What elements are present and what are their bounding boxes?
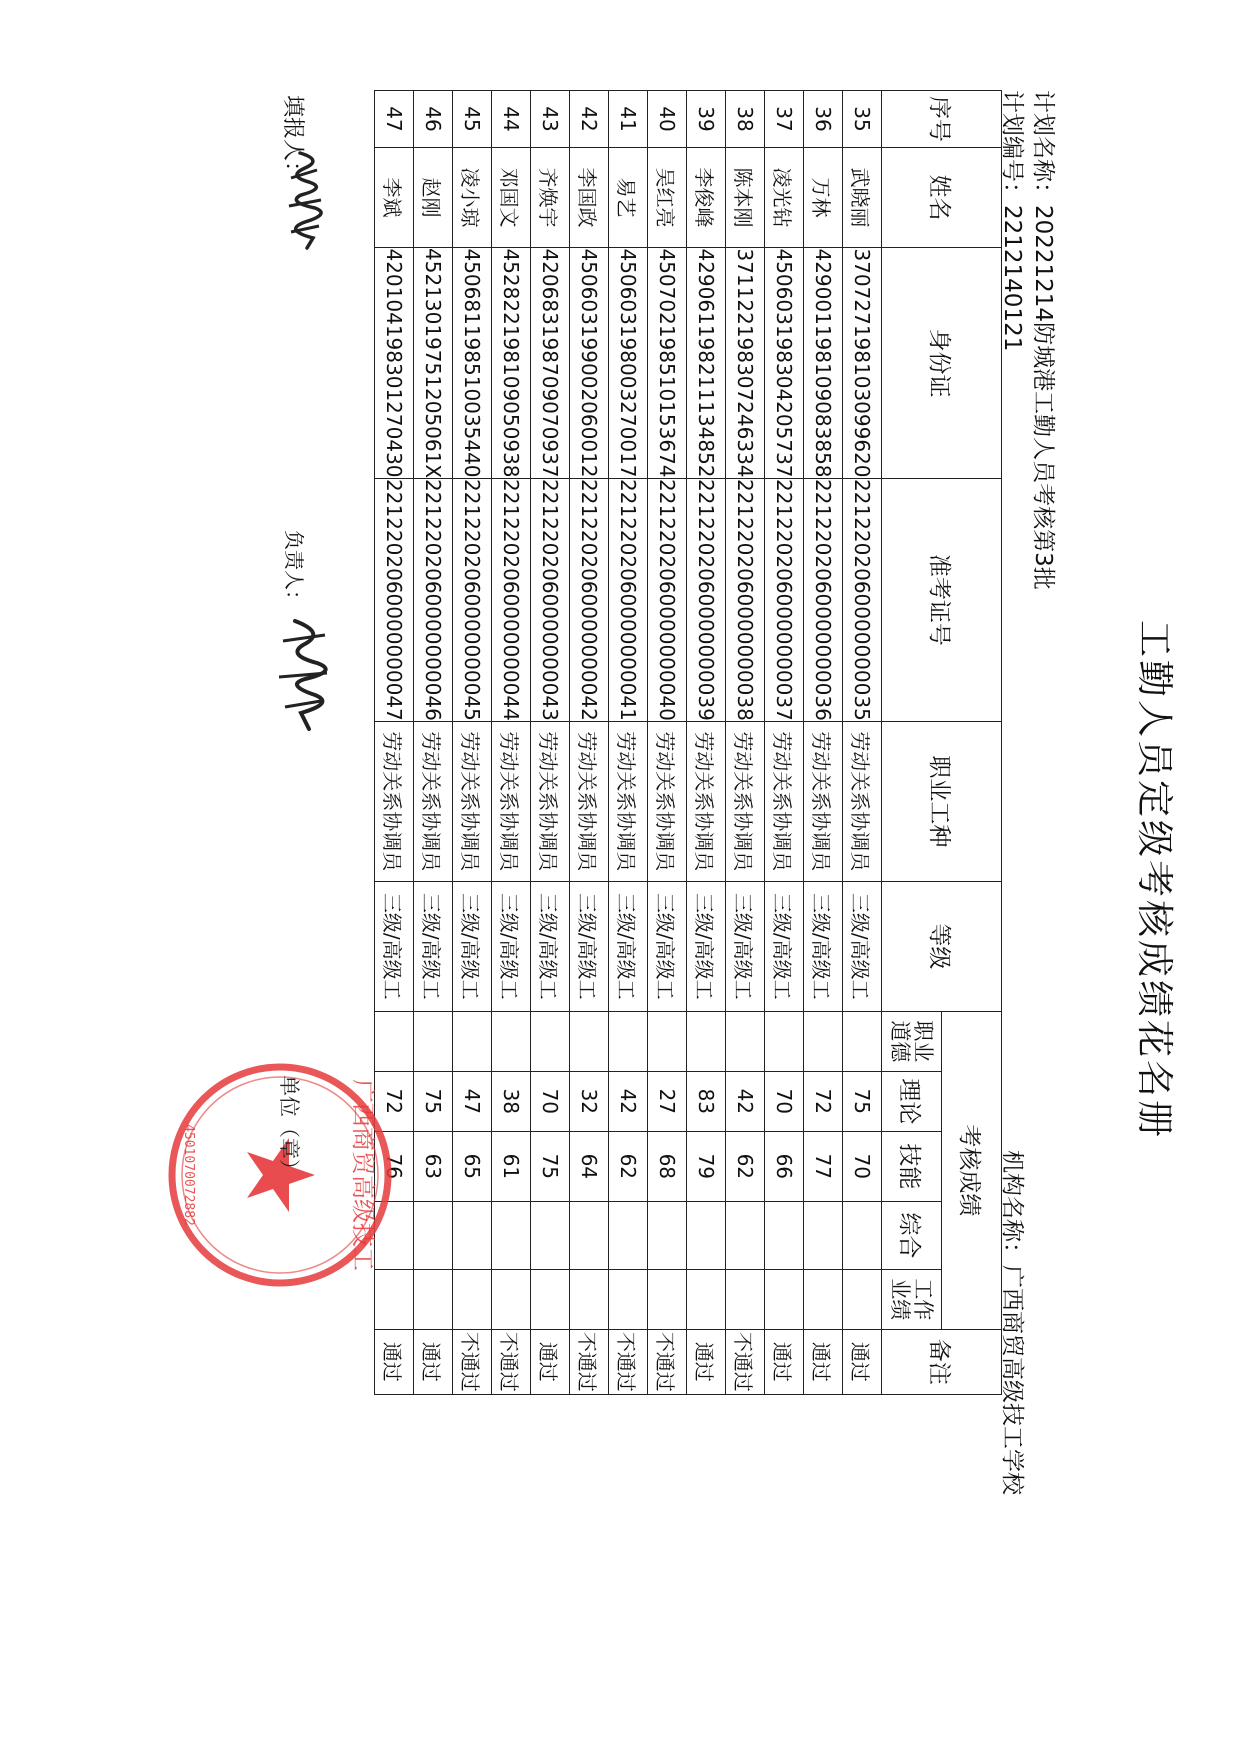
cell-exam-ticket: 2212202060000000045 bbox=[453, 479, 492, 722]
cell-remark: 通过 bbox=[687, 1329, 726, 1394]
svg-text:广西商贸高级技工: 广西商贸高级技工 bbox=[349, 1079, 377, 1271]
header-seq: 序号 bbox=[882, 91, 1002, 148]
cell-exam-ticket: 2212202060000000041 bbox=[609, 479, 648, 722]
table-row bbox=[804, 91, 843, 1395]
cell-level: 三级/高级工 bbox=[609, 881, 648, 1011]
cell-remark: 不通过 bbox=[453, 1329, 492, 1394]
cell-seq: 43 bbox=[531, 91, 570, 148]
cell-id-card: 371122198307246334 bbox=[726, 248, 765, 479]
cell-id-card: 450603198003270017 bbox=[609, 248, 648, 479]
cell-performance bbox=[843, 1269, 882, 1329]
table-row bbox=[609, 91, 648, 1395]
cell-skill: 63 bbox=[414, 1131, 453, 1201]
table-body bbox=[375, 91, 882, 1395]
cell-seq: 38 bbox=[726, 91, 765, 148]
cell-occupation: 劳动关系协调员 bbox=[609, 721, 648, 881]
cell-comprehensive bbox=[843, 1201, 882, 1269]
cell-ethics bbox=[726, 1011, 765, 1071]
cell-ethics bbox=[843, 1011, 882, 1071]
cell-seq: 46 bbox=[414, 91, 453, 148]
cell-skill: 62 bbox=[609, 1131, 648, 1201]
header-exam-ticket: 准考证号 bbox=[882, 479, 1002, 722]
document-title: 工勤人员定级考核成绩花名册 bbox=[1133, 620, 1176, 1140]
cell-comprehensive bbox=[414, 1201, 453, 1269]
plan-code: 计划编号：2212140121 bbox=[999, 90, 1025, 352]
header-theory: 理论 bbox=[882, 1071, 942, 1131]
cell-id-card: 450603198304205737 bbox=[765, 248, 804, 479]
cell-level: 三级/高级工 bbox=[531, 881, 570, 1011]
cell-performance bbox=[570, 1269, 609, 1329]
header-exam-scores: 考核成绩 bbox=[942, 1011, 1002, 1329]
cell-name: 凌小琼 bbox=[453, 148, 492, 248]
cell-comprehensive bbox=[726, 1201, 765, 1269]
cell-seq: 36 bbox=[804, 91, 843, 148]
cell-occupation: 劳动关系协调员 bbox=[687, 721, 726, 881]
cell-id-card: 370727198103099620 bbox=[843, 248, 882, 479]
cell-name: 李俊峰 bbox=[687, 148, 726, 248]
cell-seq: 39 bbox=[687, 91, 726, 148]
cell-exam-ticket: 2212202060000000037 bbox=[765, 479, 804, 722]
svg-text:4501070072882: 4501070072882 bbox=[181, 1124, 196, 1226]
cell-occupation: 劳动关系协调员 bbox=[375, 721, 414, 881]
cell-theory: 32 bbox=[570, 1071, 609, 1131]
plan-name: 计划名称：20221214防城港工勤人员考核第3批 bbox=[1030, 90, 1056, 590]
cell-remark: 通过 bbox=[375, 1329, 414, 1394]
cell-performance bbox=[453, 1269, 492, 1329]
cell-occupation: 劳动关系协调员 bbox=[453, 721, 492, 881]
cell-comprehensive bbox=[648, 1201, 687, 1269]
cell-exam-ticket: 2212202060000000035 bbox=[843, 479, 882, 722]
table-row bbox=[765, 91, 804, 1395]
cell-theory: 70 bbox=[765, 1071, 804, 1131]
cell-theory: 72 bbox=[804, 1071, 843, 1131]
cell-occupation: 劳动关系协调员 bbox=[765, 721, 804, 881]
cell-occupation: 劳动关系协调员 bbox=[570, 721, 609, 881]
header-ethics: 职业 道德 bbox=[882, 1011, 942, 1071]
cell-occupation: 劳动关系协调员 bbox=[414, 721, 453, 881]
table-row bbox=[570, 91, 609, 1395]
cell-name: 齐焕宇 bbox=[531, 148, 570, 248]
cell-ethics bbox=[687, 1011, 726, 1071]
filler-signature bbox=[275, 148, 335, 253]
cell-performance bbox=[765, 1269, 804, 1329]
cell-exam-ticket: 2212202060000000042 bbox=[570, 479, 609, 722]
cell-remark: 不通过 bbox=[648, 1329, 687, 1394]
responsible-signature bbox=[265, 615, 345, 735]
cell-id-card: 450702198510153674 bbox=[648, 248, 687, 479]
cell-name: 李国政 bbox=[570, 148, 609, 248]
cell-level: 三级/高级工 bbox=[726, 881, 765, 1011]
cell-seq: 44 bbox=[492, 91, 531, 148]
cell-performance bbox=[609, 1269, 648, 1329]
cell-seq: 47 bbox=[375, 91, 414, 148]
cell-comprehensive bbox=[531, 1201, 570, 1269]
cell-occupation: 劳动关系协调员 bbox=[726, 721, 765, 881]
cell-exam-ticket: 2212202060000000046 bbox=[414, 479, 453, 722]
cell-remark: 不通过 bbox=[609, 1329, 648, 1394]
cell-seq: 41 bbox=[609, 91, 648, 148]
cell-ethics bbox=[414, 1011, 453, 1071]
cell-level: 三级/高级工 bbox=[375, 881, 414, 1011]
cell-theory: 27 bbox=[648, 1071, 687, 1131]
cell-id-card: 420683198709070937 bbox=[531, 248, 570, 479]
cell-name: 万林 bbox=[804, 148, 843, 248]
cell-id-card: 450681198510035440 bbox=[453, 248, 492, 479]
cell-id-card: 429001198109083858 bbox=[804, 248, 843, 479]
cell-level: 三级/高级工 bbox=[414, 881, 453, 1011]
cell-skill: 62 bbox=[726, 1131, 765, 1201]
table-row bbox=[531, 91, 570, 1395]
cell-theory: 47 bbox=[453, 1071, 492, 1131]
cell-exam-ticket: 2212202060000000036 bbox=[804, 479, 843, 722]
cell-ethics bbox=[765, 1011, 804, 1071]
cell-comprehensive bbox=[804, 1201, 843, 1269]
cell-ethics bbox=[492, 1011, 531, 1071]
table-row bbox=[492, 91, 531, 1395]
cell-id-card: 429061198211134852 bbox=[687, 248, 726, 479]
cell-name: 吴红亮 bbox=[648, 148, 687, 248]
cell-occupation: 劳动关系协调员 bbox=[531, 721, 570, 881]
cell-ethics bbox=[570, 1011, 609, 1071]
cell-remark: 不通过 bbox=[492, 1329, 531, 1394]
cell-skill: 75 bbox=[531, 1131, 570, 1201]
seal-unit-label: 单位（章） bbox=[277, 1075, 301, 1180]
cell-theory: 42 bbox=[609, 1071, 648, 1131]
cell-remark: 通过 bbox=[531, 1329, 570, 1394]
cell-level: 三级/高级工 bbox=[765, 881, 804, 1011]
score-table bbox=[374, 90, 1002, 1395]
cell-skill: 66 bbox=[765, 1131, 804, 1201]
cell-occupation: 劳动关系协调员 bbox=[492, 721, 531, 881]
cell-level: 三级/高级工 bbox=[570, 881, 609, 1011]
cell-theory: 42 bbox=[726, 1071, 765, 1131]
cell-performance bbox=[414, 1269, 453, 1329]
cell-comprehensive bbox=[687, 1201, 726, 1269]
cell-remark: 通过 bbox=[804, 1329, 843, 1394]
cell-level: 三级/高级工 bbox=[687, 881, 726, 1011]
cell-occupation: 劳动关系协调员 bbox=[804, 721, 843, 881]
cell-remark: 通过 bbox=[765, 1329, 804, 1394]
cell-occupation: 劳动关系协调员 bbox=[648, 721, 687, 881]
cell-exam-ticket: 2212202060000000043 bbox=[531, 479, 570, 722]
header-comprehensive: 综合 bbox=[882, 1201, 942, 1269]
cell-name: 陈本刚 bbox=[726, 148, 765, 248]
cell-seq: 37 bbox=[765, 91, 804, 148]
filler-label: 填报人： bbox=[280, 95, 305, 184]
cell-remark: 不通过 bbox=[570, 1329, 609, 1394]
cell-theory: 70 bbox=[531, 1071, 570, 1131]
cell-comprehensive bbox=[570, 1201, 609, 1269]
cell-theory: 75 bbox=[843, 1071, 882, 1131]
cell-exam-ticket: 2212202060000000040 bbox=[648, 479, 687, 722]
cell-theory: 83 bbox=[687, 1071, 726, 1131]
cell-level: 三级/高级工 bbox=[453, 881, 492, 1011]
cell-occupation: 劳动关系协调员 bbox=[843, 721, 882, 881]
cell-comprehensive bbox=[765, 1201, 804, 1269]
header-id-card: 身份证 bbox=[882, 248, 1002, 479]
cell-ethics bbox=[648, 1011, 687, 1071]
cell-skill: 70 bbox=[843, 1131, 882, 1201]
cell-performance bbox=[804, 1269, 843, 1329]
cell-seq: 35 bbox=[843, 91, 882, 148]
cell-remark: 通过 bbox=[843, 1329, 882, 1394]
table-row bbox=[726, 91, 765, 1395]
cell-id-card: 420104198301270430 bbox=[375, 248, 414, 479]
cell-skill: 79 bbox=[687, 1131, 726, 1201]
table-row bbox=[843, 91, 882, 1395]
cell-performance bbox=[687, 1269, 726, 1329]
cell-level: 三级/高级工 bbox=[843, 881, 882, 1011]
cell-comprehensive bbox=[609, 1201, 648, 1269]
cell-performance bbox=[648, 1269, 687, 1329]
cell-exam-ticket: 2212202060000000047 bbox=[375, 479, 414, 722]
header-remarks: 备注 bbox=[882, 1329, 1002, 1394]
table-row bbox=[453, 91, 492, 1395]
cell-seq: 42 bbox=[570, 91, 609, 148]
cell-performance bbox=[531, 1269, 570, 1329]
header-skill: 技能 bbox=[882, 1131, 942, 1201]
cell-skill: 76 bbox=[375, 1131, 414, 1201]
cell-level: 三级/高级工 bbox=[804, 881, 843, 1011]
table-row bbox=[414, 91, 453, 1395]
cell-seq: 40 bbox=[648, 91, 687, 148]
cell-name: 邓国文 bbox=[492, 148, 531, 248]
cell-id-card: 450603199002060012 bbox=[570, 248, 609, 479]
cell-name: 赵刚 bbox=[414, 148, 453, 248]
cell-ethics bbox=[804, 1011, 843, 1071]
cell-exam-ticket: 2212202060000000038 bbox=[726, 479, 765, 722]
cell-skill: 65 bbox=[453, 1131, 492, 1201]
cell-performance bbox=[726, 1269, 765, 1329]
cell-comprehensive bbox=[492, 1201, 531, 1269]
organization-name: 机构名称：广西商贸高级技工学校 bbox=[999, 1150, 1025, 1495]
cell-ethics bbox=[531, 1011, 570, 1071]
cell-remark: 通过 bbox=[414, 1329, 453, 1394]
cell-name: 凌光钻 bbox=[765, 148, 804, 248]
cell-remark: 不通过 bbox=[726, 1329, 765, 1394]
cell-theory: 75 bbox=[414, 1071, 453, 1131]
header-occupation: 职业工种 bbox=[882, 721, 1002, 881]
cell-comprehensive bbox=[453, 1201, 492, 1269]
cell-seq: 45 bbox=[453, 91, 492, 148]
cell-name: 武晓丽 bbox=[843, 148, 882, 248]
table-row bbox=[687, 91, 726, 1395]
header-work-performance: 工作 业绩 bbox=[882, 1269, 942, 1329]
cell-ethics bbox=[453, 1011, 492, 1071]
cell-performance bbox=[492, 1269, 531, 1329]
cell-level: 三级/高级工 bbox=[648, 881, 687, 1011]
header-name: 姓名 bbox=[882, 148, 1002, 248]
cell-theory: 38 bbox=[492, 1071, 531, 1131]
cell-skill: 61 bbox=[492, 1131, 531, 1201]
cell-ethics bbox=[609, 1011, 648, 1071]
cell-id-card: 452822198109050938 bbox=[492, 248, 531, 479]
cell-level: 三级/高级工 bbox=[492, 881, 531, 1011]
cell-name: 李斌 bbox=[375, 148, 414, 248]
cell-exam-ticket: 2212202060000000039 bbox=[687, 479, 726, 722]
cell-theory: 72 bbox=[375, 1071, 414, 1131]
cell-name: 易艺 bbox=[609, 148, 648, 248]
cell-skill: 77 bbox=[804, 1131, 843, 1201]
table-row bbox=[648, 91, 687, 1395]
cell-exam-ticket: 2212202060000000044 bbox=[492, 479, 531, 722]
responsible-label: 负责人： bbox=[282, 530, 306, 610]
cell-id-card: 45213019751205061X bbox=[414, 248, 453, 479]
cell-skill: 68 bbox=[648, 1131, 687, 1201]
header-level: 等级 bbox=[882, 881, 1002, 1011]
cell-skill: 64 bbox=[570, 1131, 609, 1201]
